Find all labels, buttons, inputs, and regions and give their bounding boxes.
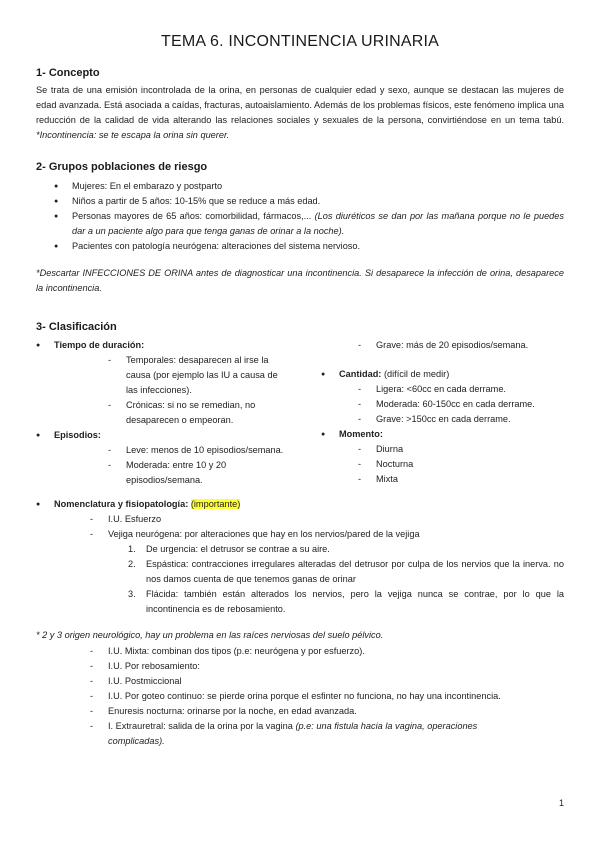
tiempo-item: ● Tiempo de duración: - Temporales: desaparecen al irse la causa (por ejemplo las IU a causa de las infecciones). - Crónicas: si no se remedian, no desaparecen o empeoran. (18, 338, 304, 428)
episodios-item: ● Episodios: - Leve: menos de 10 episodios/semana. - Moderada: entre 10 y 20 episodios/semana. (18, 428, 304, 488)
list-item: - Moderada: 60-150cc en cada derrame. (376, 397, 565, 412)
page-title: TEMA 6. INCONTINENCIA URINARIA (160, 33, 440, 50)
nomenclatura-item: ● Nomenclatura y fisiopatología: (importante) (18, 497, 564, 512)
list-item: - I.U. Por rebosamiento: (108, 659, 564, 674)
list-item: - Enuresis nocturna: orinarse por la noche, en edad avanzada. (108, 704, 564, 719)
list-item: - I.U. Postmiccional (108, 674, 564, 689)
section-heading: 1- Concepto (36, 67, 100, 79)
section-heading: 3- Clasificación (36, 321, 117, 333)
infecciones-footnote: *Descartar INFECCIONES DE ORINA antes de diagnosticar una incontinencia. Si desaparece la infección de orina, desaparece la incontinencia. (36, 268, 564, 293)
list-item: ● Niños a partir de 5 años: 10-15% que se reduce a más edad. (36, 194, 564, 209)
importante-highlight: (importante) (190, 499, 241, 509)
list-item: 1. De urgencia: el detrusor se contrae a su aire. (128, 544, 330, 554)
list-item: - Crónicas: si no se remedian, no desaparecen o empeoran. (126, 398, 284, 428)
clasificacion-right-column (303, 338, 565, 487)
grave-episodios-item: - Grave: más de 20 episodios/semana. (376, 338, 565, 353)
tipos-list-block (108, 644, 564, 749)
grupos-list (36, 179, 564, 254)
vejiga-numbered-list (128, 542, 564, 617)
momento-item: ● Momento: - Diurna - Nocturna - Mixta (303, 427, 565, 487)
concepto-paragraph (36, 83, 564, 143)
nomenclatura-block (54, 497, 564, 617)
neurologico-note: * 2 y 3 origen neurológico, hay un problema en las raíces nerviosas del suelo pélvico. (36, 630, 384, 640)
list-item: - Moderada: entre 10 y 20 episodios/semana. (126, 458, 244, 488)
list-item: - Temporales: desaparecen al irse la causa (por ejemplo las IU a causa de las infecciones). (126, 353, 284, 398)
list-item: - Grave: >150cc en cada derrame. (376, 412, 565, 427)
section-grupos (36, 160, 564, 296)
cantidad-item: ● Cantidad: (difícil de medir) - Ligera: <60cc en cada derrame. - Moderada: 60-150cc en cada derrame. - Grave: >150cc en cada derrame. (303, 367, 565, 427)
concepto-text: Se trata de una emisión incontrolada de la orina, en personas de cualquier edad y sexo, aunque se destacan las mujeres de edad avanzada. Está asociada a caídas, fracturas, autoaislamiento. Además de los problemas físicos, este fenómeno implica una reducción de la calidad de vida alterando las relaciones sociales y sexuales de la persona, convirtiéndose en un tema tabú. (36, 85, 564, 125)
section-clasificacion (36, 320, 564, 335)
list-item: - Vejiga neurógena: por alteraciones que hay en los nervios/pared de la vejiga (108, 527, 564, 542)
list-item: - I.U. Mixta: combinan dos tipos (p.e: neurógena y por esfuerzo). (108, 644, 564, 659)
list-item: - Diurna (376, 442, 565, 457)
list-item: - Leve: menos de 10 episodios/semana. (126, 443, 304, 458)
list-item: 2. Espástica: contracciones irregulares alteradas del detrusor por culpa de los nervios que la inerva. no nos damos cuenta de que tenemos ganas de orinar (128, 559, 564, 584)
diureticos-note: (Los diuréticos se dan por las mañana porque no le puedes dar a un paciente algo para que tenga ganas de orinar a la noche). (72, 211, 564, 236)
list-item: ● Mujeres: En el embarazo y postparto (36, 179, 564, 194)
section-concepto (36, 66, 564, 143)
clasificacion-left-column (54, 338, 304, 488)
list-item: ● Personas mayores de 65 años: comorbilidad, fármacos,... (Los diuréticos se dan por las mañana porque no le puedes dar a un paciente algo para que tenga ganas de orinar a la noche). (36, 209, 564, 239)
list-item: 3. Flácida: también están alterados los nervios, pero la vejiga nunca se contrae, por lo que la incontinencia es de rebosamiento. (128, 589, 564, 614)
list-item: - Ligera: <60cc en cada derrame. (376, 382, 565, 397)
list-item: - Nocturna (376, 457, 565, 472)
list-item: - I.U. Esfuerzo (108, 512, 564, 527)
concepto-note: *Incontinencia: se te escapa la orina sin querer. (36, 130, 230, 140)
list-item: - I.U. Por goteo continuo: se pierde orina porque el esfinter no funciona, no hay una incontinencia. (108, 689, 564, 704)
list-item: - Mixta (376, 472, 565, 487)
list-item: ● Pacientes con patología neurógena: alteraciones del sistema nervioso. (36, 239, 564, 254)
page-number: 1 (558, 798, 564, 808)
list-item: - I. Extrauretral: salida de la orina por la vagina (p.e: una fistula hacia la vagina, operaciones complicadas). (108, 719, 564, 749)
section-heading: 2- Grupos poblaciones de riesgo (36, 161, 208, 173)
